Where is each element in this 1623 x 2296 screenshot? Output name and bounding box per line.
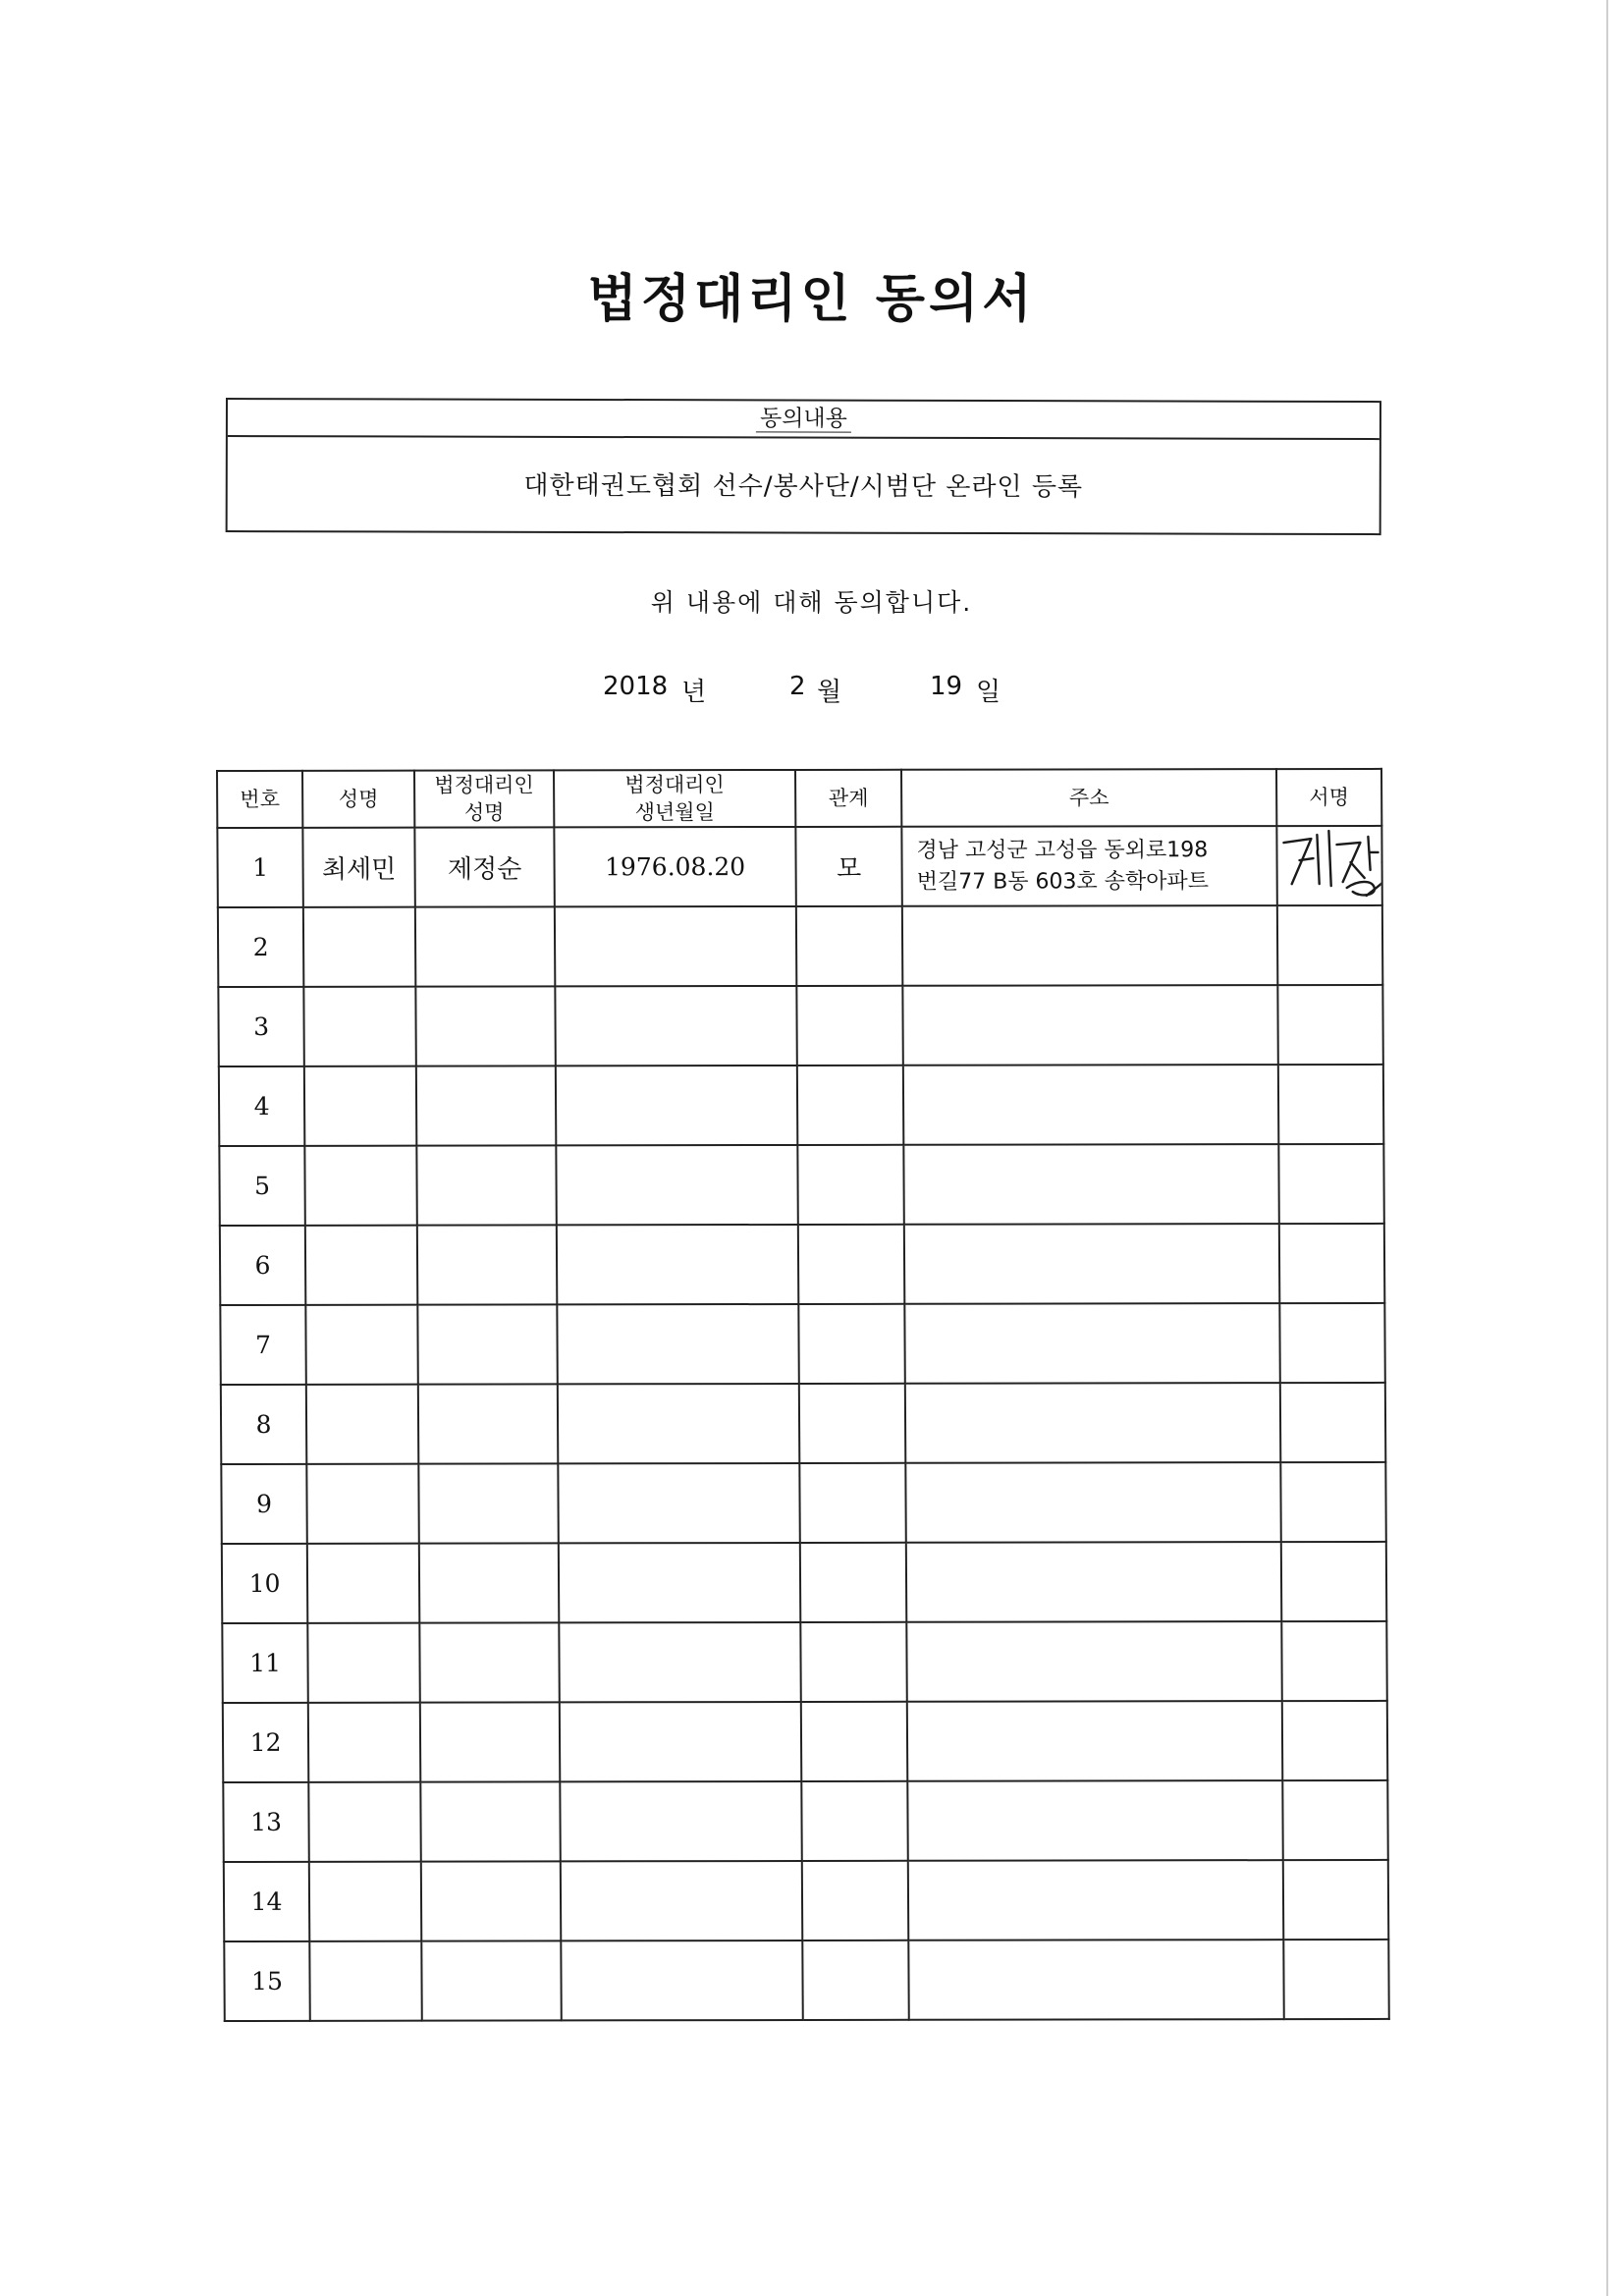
row-relation (802, 1861, 908, 1941)
row-no: 2 (218, 907, 303, 987)
row-name (303, 907, 415, 987)
row-guardian-name (415, 906, 555, 986)
row-signature (1279, 1303, 1384, 1383)
row-address (908, 1860, 1283, 1941)
header-guardian-birth (554, 770, 795, 827)
date-day-unit: 일 (976, 678, 1001, 707)
row-signature (1276, 826, 1381, 905)
row-signature (1277, 985, 1382, 1065)
consent-box (226, 398, 1381, 535)
row-address (906, 1621, 1281, 1702)
row-relation (799, 1463, 905, 1543)
row-no: 14 (224, 1862, 309, 1941)
date-month-unit: 월 (817, 678, 842, 707)
row-address (905, 1383, 1280, 1463)
row-address (901, 826, 1276, 906)
row-guardian-birth (559, 1543, 800, 1622)
table-row (223, 1701, 1387, 1782)
handwritten-signature-image (1277, 826, 1382, 905)
row-guardian-name (417, 1225, 557, 1304)
row-relation (801, 1702, 907, 1781)
table-row (221, 1462, 1385, 1544)
table-row (221, 1383, 1385, 1464)
row-name (309, 1862, 421, 1941)
row-guardian-birth (555, 906, 796, 986)
row-guardian-birth (561, 1941, 802, 2020)
row-address (907, 1780, 1282, 1861)
row-relation (802, 1941, 908, 2020)
row-signature (1277, 905, 1382, 985)
date-day: 19 (930, 672, 963, 701)
row-signature (1280, 1383, 1385, 1462)
consent-content: 대한태권도협회 선수/봉사단/시범단 온라인 등록 (523, 470, 1084, 503)
row-guardian-name (418, 1463, 558, 1543)
row-name (306, 1464, 418, 1544)
row-guardian-name (419, 1622, 559, 1702)
row-guardian-name (415, 986, 555, 1066)
row-name (307, 1544, 419, 1623)
row-guardian-name (421, 1861, 561, 1941)
row-name (304, 1066, 416, 1146)
table-row (219, 1065, 1383, 1146)
header-guardian-name-line1: 법정대리인 (434, 773, 534, 797)
header-guardian-birth-line2: 생년월일 (634, 800, 715, 825)
row-no: 12 (223, 1703, 308, 1782)
row-guardian-birth (555, 986, 796, 1066)
table-row (218, 905, 1382, 987)
row-relation (800, 1622, 906, 1702)
header-address: 주소 (901, 769, 1276, 827)
row-no: 4 (219, 1066, 304, 1146)
table-row (222, 1542, 1386, 1623)
row-signature (1280, 1462, 1385, 1542)
table-row (219, 1144, 1383, 1226)
row-relation (799, 1384, 905, 1463)
row-name: 최세민 (302, 828, 414, 907)
row-name (305, 1226, 417, 1305)
row-signature (1282, 1780, 1387, 1860)
row-guardian-birth (556, 1145, 797, 1225)
scan-edge (1606, 0, 1608, 2296)
row-guardian-birth (559, 1622, 800, 1702)
agree-statement: 위 내용에 대해 동의합니다. (650, 588, 973, 617)
row-no: 5 (219, 1146, 304, 1226)
row-guardian-birth (557, 1225, 798, 1304)
row-relation: 모 (795, 827, 901, 906)
table-row (223, 1780, 1387, 1862)
header-guardian-name (414, 770, 554, 827)
row-no: 1 (217, 828, 302, 907)
row-address (904, 1224, 1279, 1304)
table-row (218, 985, 1382, 1066)
header-relation: 관계 (795, 770, 901, 827)
row-guardian-birth (556, 1066, 797, 1145)
table-row (222, 1621, 1386, 1703)
row-no: 10 (222, 1544, 307, 1623)
row-signature (1279, 1224, 1384, 1303)
row-no: 9 (221, 1464, 306, 1544)
row-guardian-name: 제정순 (414, 827, 554, 906)
row-name (304, 1146, 416, 1226)
row-relation (797, 1145, 903, 1225)
row-guardian-name (420, 1781, 560, 1861)
row-relation (798, 1225, 904, 1304)
date-year: 2018 (603, 672, 669, 701)
row-guardian-birth (560, 1781, 801, 1861)
row-no: 13 (223, 1782, 308, 1862)
table-row (224, 1860, 1388, 1941)
row-name (308, 1703, 420, 1782)
row-guardian-name (419, 1543, 559, 1622)
row-guardian-name (420, 1702, 560, 1781)
row-name (305, 1305, 417, 1385)
row-no: 6 (220, 1226, 305, 1305)
table-row (220, 1224, 1384, 1305)
row-signature (1281, 1542, 1386, 1621)
row-signature (1283, 1860, 1388, 1940)
row-address (902, 985, 1277, 1066)
row-guardian-name (417, 1304, 557, 1384)
row-relation (800, 1543, 906, 1622)
table-row (224, 1940, 1388, 2021)
row-signature (1281, 1621, 1386, 1701)
row-name (307, 1623, 419, 1703)
consent-header-label: 동의내용 (756, 406, 851, 432)
row-guardian-name (416, 1066, 556, 1145)
header-guardian-birth-line1: 법정대리인 (624, 773, 725, 797)
row-address (903, 1065, 1278, 1145)
row-guardian-name (421, 1941, 561, 2020)
row-no: 7 (220, 1305, 305, 1385)
row-no: 3 (218, 987, 303, 1066)
row-guardian-birth: 1976.08.20 (554, 827, 795, 906)
row-signature (1278, 1144, 1383, 1224)
row-relation (801, 1781, 907, 1861)
row-guardian-birth (558, 1384, 799, 1463)
row-signature (1283, 1940, 1388, 2019)
consent-header (228, 400, 1380, 440)
row-guardian-birth (557, 1304, 798, 1384)
row-guardian-birth (558, 1463, 799, 1543)
row-guardian-birth (561, 1861, 802, 1941)
row-signature (1282, 1701, 1387, 1780)
header-name: 성명 (302, 771, 414, 828)
row-relation (796, 906, 902, 986)
date-year-unit: 년 (681, 678, 707, 707)
row-address (906, 1542, 1281, 1622)
table-row (217, 826, 1381, 907)
row-signature (1278, 1065, 1383, 1144)
row-name (303, 987, 415, 1066)
date-month: 2 (789, 672, 806, 701)
row-name (309, 1941, 421, 2021)
row-address (903, 1144, 1278, 1225)
row-no: 8 (221, 1385, 306, 1464)
header-no: 번호 (217, 771, 302, 828)
row-address (905, 1462, 1280, 1543)
header-signature: 서명 (1276, 769, 1381, 826)
guardian-table (216, 768, 1390, 2022)
row-relation (796, 986, 902, 1066)
row-address (907, 1701, 1282, 1781)
row-relation (798, 1304, 904, 1384)
row-name (308, 1782, 420, 1862)
header-guardian-name-line2: 성명 (463, 800, 505, 825)
row-address (902, 905, 1277, 986)
row-guardian-name (416, 1145, 556, 1225)
table-header-row (217, 769, 1381, 828)
row-no: 11 (222, 1623, 307, 1703)
row-relation (797, 1066, 903, 1145)
row-address-line1: 경남 고성군 고성읍 동외로198 (916, 837, 1209, 863)
row-no: 15 (224, 1941, 309, 2021)
row-guardian-birth (560, 1702, 801, 1781)
row-address (904, 1303, 1279, 1384)
row-address-line2: 번길77 B동 603호 송학아파트 (916, 868, 1210, 895)
row-name (306, 1385, 418, 1464)
table-row (220, 1303, 1384, 1385)
row-guardian-name (418, 1384, 558, 1463)
row-address (908, 1940, 1283, 2020)
document-title: 법정대리인 동의서 (587, 270, 1036, 329)
